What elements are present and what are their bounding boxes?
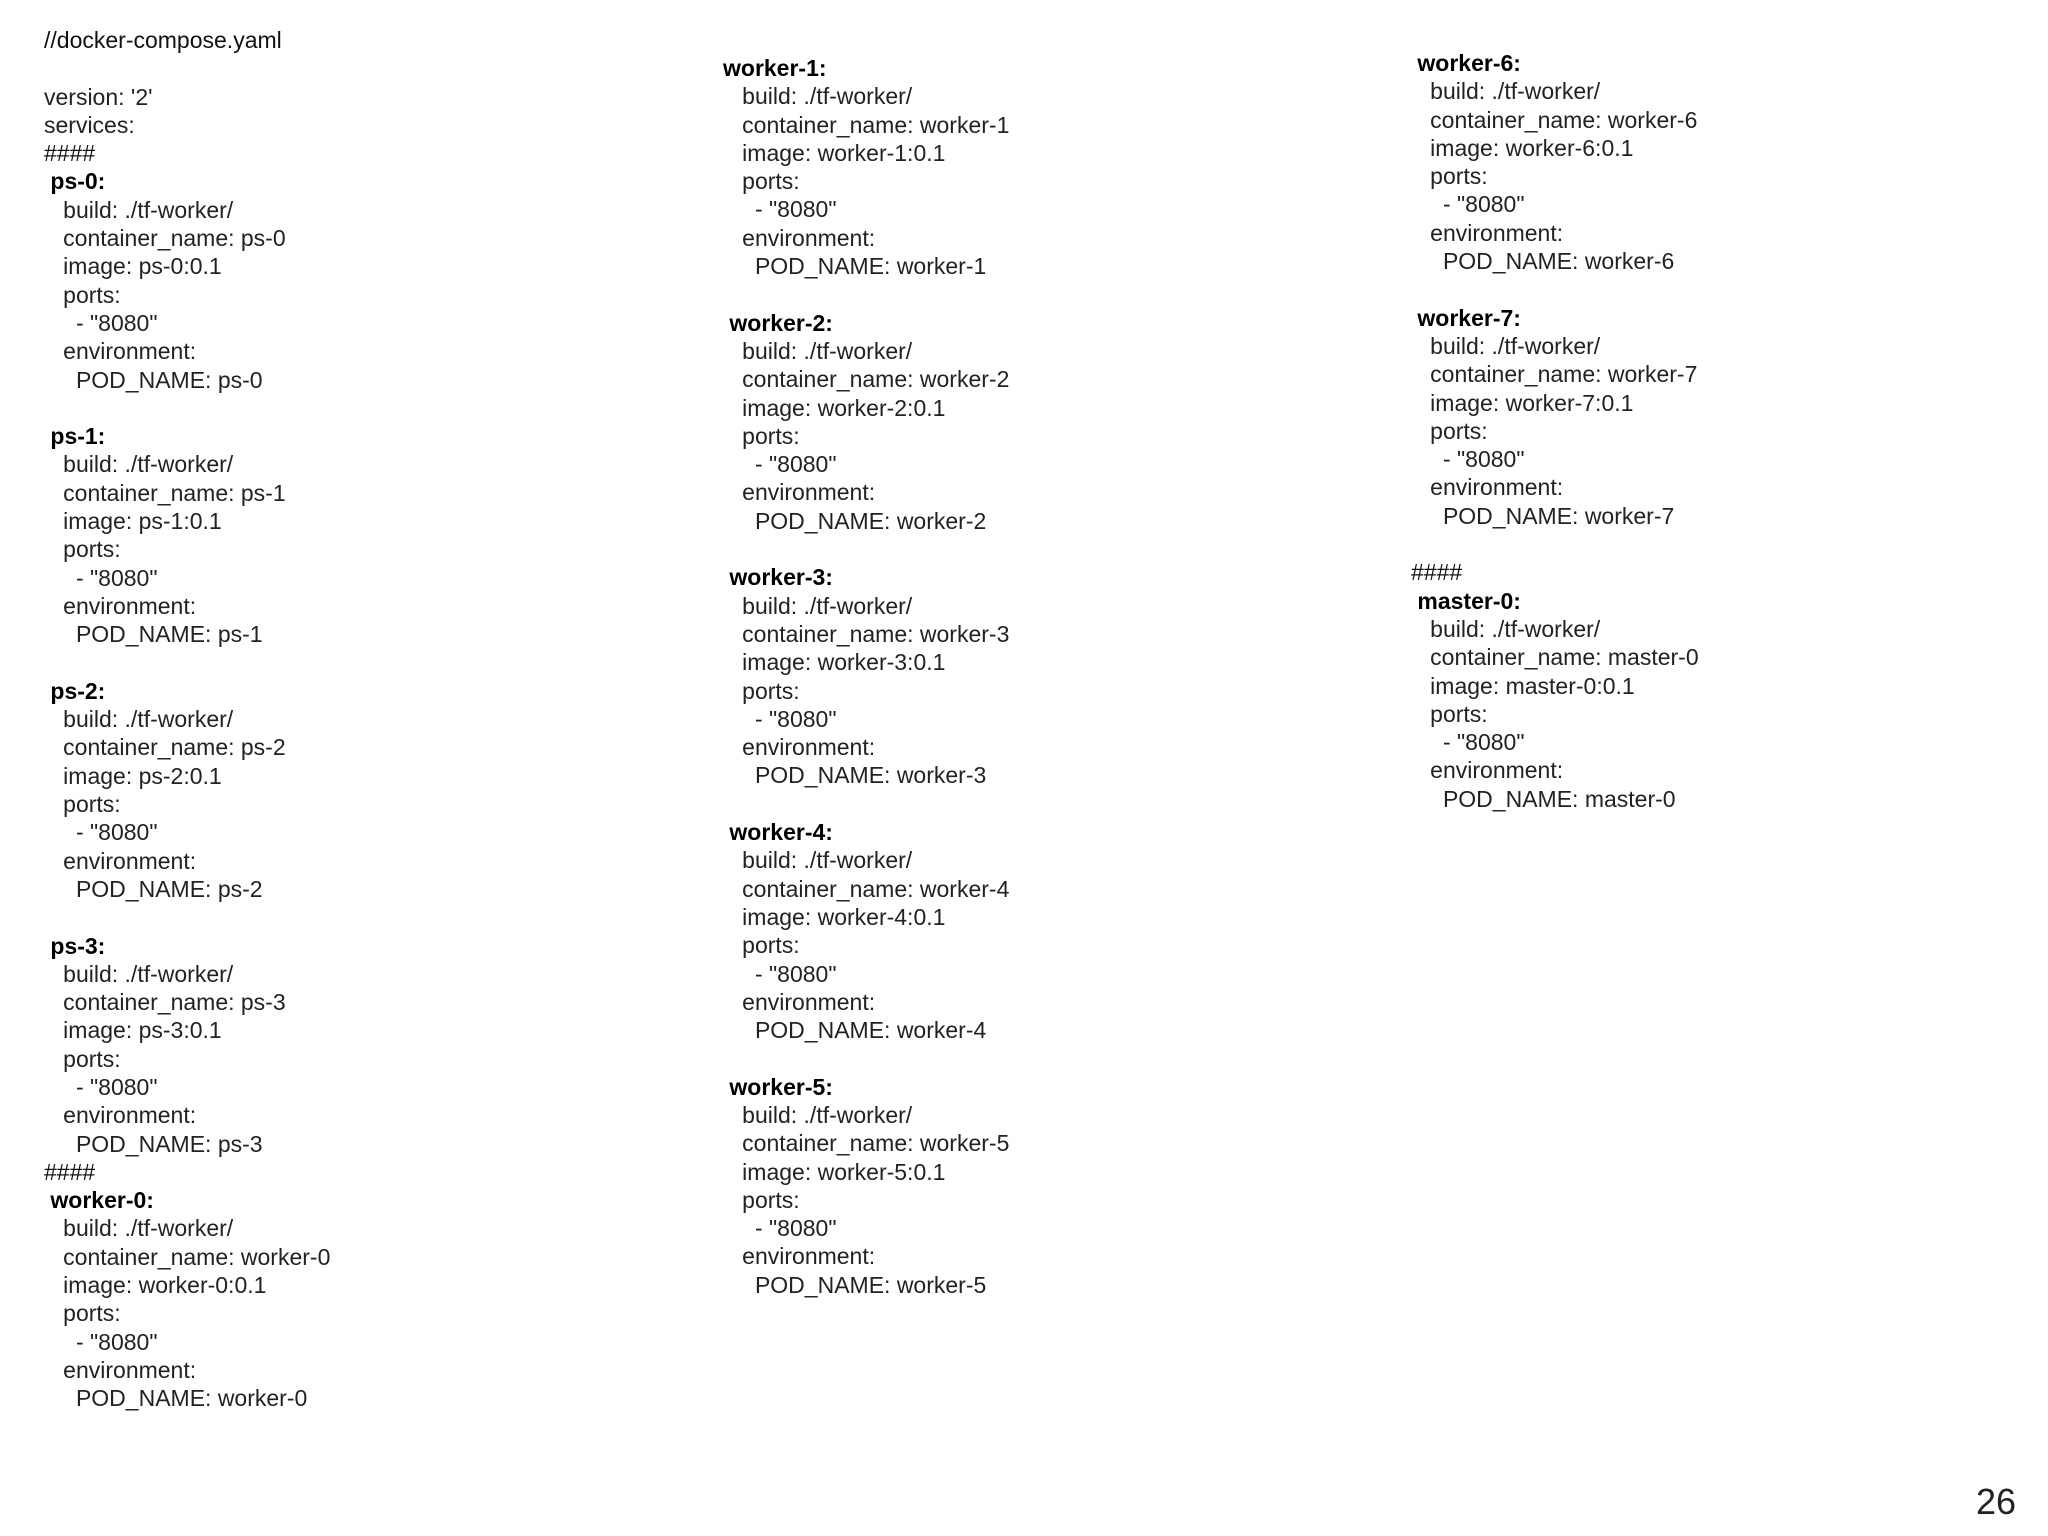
service-name: master-0: <box>1411 587 1521 614</box>
code-line: container_name: worker-2 <box>723 366 1010 393</box>
code-line <box>1411 275 1699 303</box>
code-line: POD_NAME: ps-0 <box>44 366 263 393</box>
code-line: container_name: worker-5 <box>723 1130 1010 1157</box>
code-line <box>723 280 1009 308</box>
code-line: container_name: worker-3 <box>723 620 1010 647</box>
code-line: image: worker-3:0.1 <box>723 649 946 676</box>
code-line: image: master-0:0.1 <box>1411 672 1635 699</box>
code-line: container_name: worker-7 <box>1411 361 1698 388</box>
service-name: worker-7: <box>1411 304 1521 331</box>
code-line: environment: <box>1411 757 1564 784</box>
service-name: ps-3: <box>44 932 106 959</box>
code-line: container_name: worker-0 <box>44 1243 331 1270</box>
code-line: container_name: worker-1 <box>723 111 1010 138</box>
service-name: worker-0: <box>44 1187 154 1214</box>
code-line: - "8080" <box>723 705 837 732</box>
page-number: 26 <box>1975 1481 2016 1522</box>
code-line: version: '2' <box>44 83 153 110</box>
code-line: ports: <box>44 1045 121 1072</box>
code-line: POD_NAME: worker-4 <box>723 1017 987 1044</box>
code-comment: #### <box>1411 559 1463 586</box>
code-line: environment: <box>723 988 876 1015</box>
code-line: image: ps-1:0.1 <box>44 508 222 535</box>
code-line: environment: <box>723 734 876 761</box>
code-line: image: worker-0:0.1 <box>44 1272 267 1299</box>
code-line: - "8080" <box>723 196 837 223</box>
code-line: build: ./tf-worker/ <box>723 847 913 874</box>
code-line: container_name: master-0 <box>1411 644 1699 671</box>
code-line: container_name: ps-1 <box>44 479 286 506</box>
code-line: container_name: ps-2 <box>44 734 286 761</box>
code-line <box>44 903 330 931</box>
code-line: - "8080" <box>44 309 158 336</box>
code-line: image: worker-4:0.1 <box>723 903 946 930</box>
code-line: ports: <box>723 1186 800 1213</box>
code-line: image: ps-0:0.1 <box>44 253 222 280</box>
code-line <box>44 54 330 82</box>
code-line: environment: <box>44 338 197 365</box>
code-line: image: worker-6:0.1 <box>1411 134 1634 161</box>
code-line: ports: <box>723 168 800 195</box>
code-line: container_name: ps-0 <box>44 225 286 252</box>
code-line: - "8080" <box>1411 729 1525 756</box>
code-line: - "8080" <box>1411 191 1525 218</box>
service-name: worker-6: <box>1411 50 1521 76</box>
service-name: worker-5: <box>723 1073 833 1100</box>
code-line: environment: <box>723 224 876 251</box>
code-line <box>723 535 1009 563</box>
code-column-3 <box>1411 49 1699 813</box>
service-name: worker-2: <box>723 309 833 336</box>
code-line: environment: <box>44 1102 197 1129</box>
service-name: ps-0: <box>44 168 106 195</box>
code-line: container_name: worker-4 <box>723 875 1010 902</box>
code-line: build: ./tf-worker/ <box>723 337 913 364</box>
code-line: build: ./tf-worker/ <box>1411 332 1601 359</box>
code-line: ports: <box>1411 163 1488 190</box>
code-line: - "8080" <box>723 1215 837 1242</box>
code-line: ports: <box>723 677 800 704</box>
code-line: POD_NAME: worker-6 <box>1411 248 1675 275</box>
code-line: environment: <box>1411 474 1564 501</box>
service-name: worker-4: <box>723 819 833 846</box>
code-line: image: worker-2:0.1 <box>723 394 946 421</box>
code-line: container_name: ps-3 <box>44 989 286 1016</box>
code-line: ports: <box>723 932 800 959</box>
code-line: environment: <box>723 1243 876 1270</box>
code-line: image: worker-7:0.1 <box>1411 389 1634 416</box>
service-name: ps-1: <box>44 423 106 450</box>
code-line: ports: <box>1411 417 1488 444</box>
code-line: ports: <box>723 422 800 449</box>
code-line: POD_NAME: ps-3 <box>44 1130 263 1157</box>
code-line: build: ./tf-worker/ <box>44 196 234 223</box>
code-line: POD_NAME: worker-0 <box>44 1385 308 1412</box>
code-line: ports: <box>44 536 121 563</box>
code-line: build: ./tf-worker/ <box>723 83 913 110</box>
code-line: environment: <box>723 479 876 506</box>
code-line: POD_NAME: worker-1 <box>723 253 987 280</box>
code-line: POD_NAME: worker-5 <box>723 1271 987 1298</box>
code-line: environment: <box>44 592 197 619</box>
service-name: worker-1: <box>723 55 827 81</box>
code-line: POD_NAME: master-0 <box>1411 785 1676 812</box>
code-line: image: ps-3:0.1 <box>44 1017 222 1044</box>
code-line: image: ps-2:0.1 <box>44 762 222 789</box>
code-line: image: worker-1:0.1 <box>723 139 946 166</box>
code-comment: #### <box>44 140 96 167</box>
code-line: build: ./tf-worker/ <box>44 451 234 478</box>
code-line: container_name: worker-6 <box>1411 106 1698 133</box>
code-line: services: <box>44 111 135 138</box>
code-line: environment: <box>44 1356 197 1383</box>
code-line: build: ./tf-worker/ <box>44 706 234 733</box>
code-line: environment: <box>44 847 197 874</box>
code-line: - "8080" <box>44 1073 158 1100</box>
code-line <box>44 649 330 677</box>
code-line: POD_NAME: worker-7 <box>1411 502 1675 529</box>
code-line: POD_NAME: ps-1 <box>44 621 263 648</box>
code-line: build: ./tf-worker/ <box>723 1101 913 1128</box>
code-line: POD_NAME: worker-2 <box>723 507 987 534</box>
code-line: ports: <box>44 1300 121 1327</box>
code-column-1 <box>44 26 330 1413</box>
code-line: - "8080" <box>44 819 158 846</box>
code-comment: //docker-compose.yaml <box>44 27 282 53</box>
code-line: - "8080" <box>44 564 158 591</box>
code-line: ports: <box>44 791 121 818</box>
code-column-2 <box>723 54 1009 1299</box>
service-name: ps-2: <box>44 677 106 704</box>
code-line: build: ./tf-worker/ <box>723 592 913 619</box>
code-line <box>723 790 1009 818</box>
code-comment: #### <box>44 1158 96 1185</box>
code-line <box>1411 530 1699 558</box>
code-line: ports: <box>1411 700 1488 727</box>
code-line: environment: <box>1411 219 1564 246</box>
code-line <box>723 1044 1009 1072</box>
code-line: - "8080" <box>723 451 837 478</box>
code-line: POD_NAME: worker-3 <box>723 762 987 789</box>
code-line: build: ./tf-worker/ <box>1411 78 1601 105</box>
code-line: ports: <box>44 281 121 308</box>
code-line <box>44 394 330 422</box>
code-line: build: ./tf-worker/ <box>44 1215 234 1242</box>
service-name: worker-3: <box>723 564 833 591</box>
code-line: build: ./tf-worker/ <box>1411 615 1601 642</box>
code-line: - "8080" <box>723 960 837 987</box>
code-line: build: ./tf-worker/ <box>44 960 234 987</box>
code-line: POD_NAME: ps-2 <box>44 875 263 902</box>
code-line: - "8080" <box>44 1328 158 1355</box>
code-line: - "8080" <box>1411 446 1525 473</box>
code-line: image: worker-5:0.1 <box>723 1158 946 1185</box>
